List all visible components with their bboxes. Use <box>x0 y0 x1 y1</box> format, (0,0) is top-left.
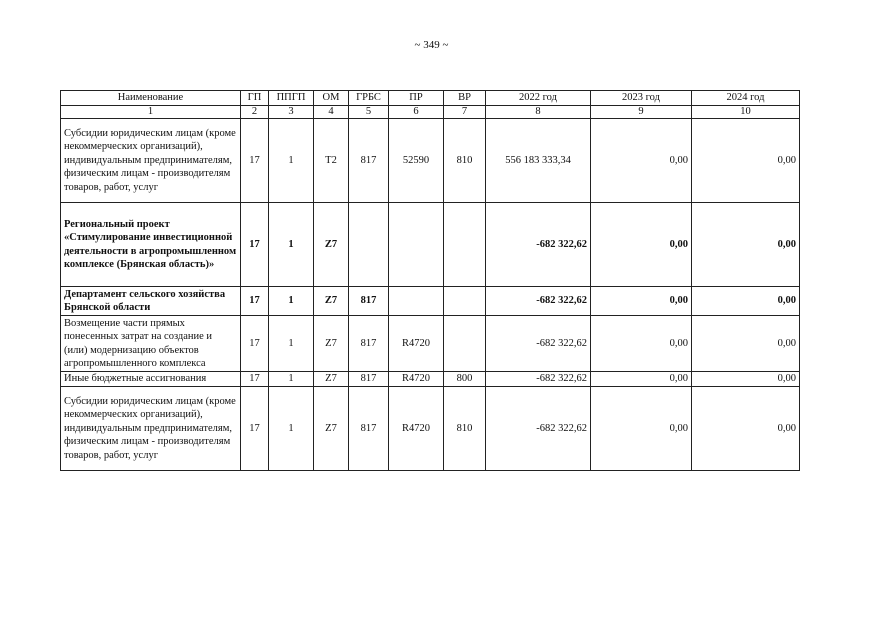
y2022-cell: -682 322,62 <box>486 203 591 287</box>
vr-cell: 810 <box>444 387 486 471</box>
gp-cell: 17 <box>241 203 269 287</box>
gp-cell: 17 <box>241 372 269 387</box>
y2024-cell: 0,00 <box>692 287 800 316</box>
y2024-cell: 0,00 <box>692 387 800 471</box>
om-cell: Z7 <box>314 387 349 471</box>
ppgp-cell: 1 <box>269 287 314 316</box>
grbs-cell: 817 <box>349 119 389 203</box>
row-name: Региональный проект «Стимулирование инвестиционной деятельности в агропромышленном комплексе (Брянская область)» <box>61 203 241 287</box>
header-cell: 2024 год <box>692 91 800 106</box>
y2022-cell: -682 322,62 <box>486 387 591 471</box>
pr-cell: 52590 <box>389 119 444 203</box>
header-cell: ППГП <box>269 91 314 106</box>
vr-cell <box>444 203 486 287</box>
vr-cell <box>444 316 486 372</box>
y2024-cell: 0,00 <box>692 372 800 387</box>
column-number: 5 <box>349 106 389 119</box>
om-cell: Z7 <box>314 203 349 287</box>
ppgp-cell: 1 <box>269 372 314 387</box>
y2023-cell: 0,00 <box>591 387 692 471</box>
ppgp-cell: 1 <box>269 387 314 471</box>
y2023-cell: 0,00 <box>591 119 692 203</box>
pr-cell <box>389 287 444 316</box>
column-number: 3 <box>269 106 314 119</box>
y2022-cell: -682 322,62 <box>486 372 591 387</box>
vr-cell: 810 <box>444 119 486 203</box>
pr-cell: R4720 <box>389 387 444 471</box>
y2023-cell: 0,00 <box>591 287 692 316</box>
om-cell: Т2 <box>314 119 349 203</box>
column-number: 10 <box>692 106 800 119</box>
grbs-cell: 817 <box>349 287 389 316</box>
page-number: ~ 349 ~ <box>414 39 449 51</box>
header-cell: ГРБС <box>349 91 389 106</box>
table-row <box>61 372 800 387</box>
y2023-cell: 0,00 <box>591 316 692 372</box>
row-name: Субсидии юридическим лицам (кроме некоммерческих организаций), индивидуальным предпринимателям, физическим лицам - производителям товаров, работ, услуг <box>61 387 241 471</box>
row-name: Субсидии юридическим лицам (кроме некоммерческих организаций), индивидуальным предпринимателям, физическим лицам - производителям товаров, работ, услуг <box>61 119 241 203</box>
column-number: 8 <box>486 106 591 119</box>
column-number: 4 <box>314 106 349 119</box>
gp-cell: 17 <box>241 387 269 471</box>
om-cell: Z7 <box>314 287 349 316</box>
gp-cell: 17 <box>241 287 269 316</box>
table-row <box>61 203 800 287</box>
y2022-cell: 556 183 333,34 <box>486 119 591 203</box>
pr-cell: R4720 <box>389 316 444 372</box>
y2024-cell: 0,00 <box>692 119 800 203</box>
table-row <box>61 387 800 471</box>
gp-cell: 17 <box>241 316 269 372</box>
header-cell: 2022 год <box>486 91 591 106</box>
grbs-cell <box>349 203 389 287</box>
table-row <box>61 316 800 372</box>
table-row <box>61 287 800 316</box>
header-cell: Наименование <box>61 91 241 106</box>
y2024-cell: 0,00 <box>692 203 800 287</box>
row-name: Иные бюджетные ассигнования <box>61 372 241 387</box>
row-name: Возмещение части прямых понесенных затрат на создание и (или) модернизацию объектов агропромышленного комплекса <box>61 316 241 372</box>
y2023-cell: 0,00 <box>591 203 692 287</box>
header-cell: ОМ <box>314 91 349 106</box>
grbs-cell: 817 <box>349 316 389 372</box>
row-name: Департамент сельского хозяйства Брянской области <box>61 287 241 316</box>
grbs-cell: 817 <box>349 387 389 471</box>
column-number: 2 <box>241 106 269 119</box>
header-row <box>61 91 800 106</box>
pr-cell: R4720 <box>389 372 444 387</box>
header-cell: ПР <box>389 91 444 106</box>
header-cell: 2023 год <box>591 91 692 106</box>
pr-cell <box>389 203 444 287</box>
gp-cell: 17 <box>241 119 269 203</box>
column-number: 1 <box>61 106 241 119</box>
y2024-cell: 0,00 <box>692 316 800 372</box>
om-cell: Z7 <box>314 372 349 387</box>
y2022-cell: -682 322,62 <box>486 316 591 372</box>
grbs-cell: 817 <box>349 372 389 387</box>
column-number-row <box>61 106 800 119</box>
ppgp-cell: 1 <box>269 203 314 287</box>
table-row <box>61 119 800 203</box>
column-number: 6 <box>389 106 444 119</box>
ppgp-cell: 1 <box>269 316 314 372</box>
column-number: 9 <box>591 106 692 119</box>
ppgp-cell: 1 <box>269 119 314 203</box>
budget-table <box>60 90 800 471</box>
vr-cell <box>444 287 486 316</box>
vr-cell: 800 <box>444 372 486 387</box>
y2023-cell: 0,00 <box>591 372 692 387</box>
header-cell: ВР <box>444 91 486 106</box>
y2022-cell: -682 322,62 <box>486 287 591 316</box>
header-cell: ГП <box>241 91 269 106</box>
column-number: 7 <box>444 106 486 119</box>
om-cell: Z7 <box>314 316 349 372</box>
